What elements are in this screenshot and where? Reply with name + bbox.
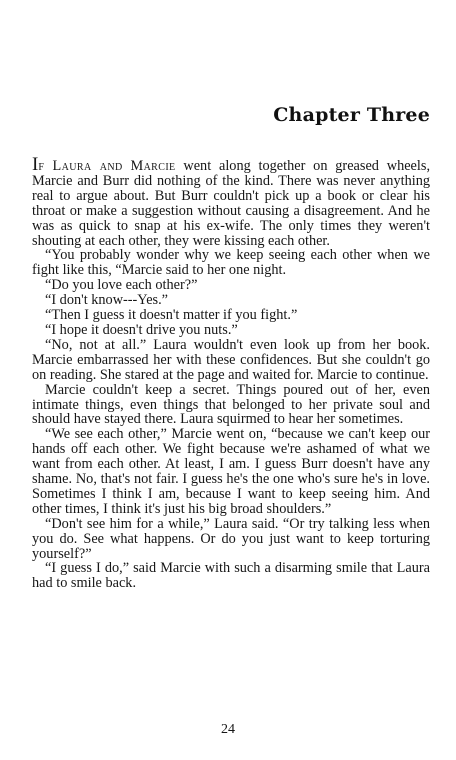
paragraph: Marcie couldn't keep a secret. Things poured out of her, even intimate things, even things that belonged to her private soul and should have stayed there. Laura squirmed to hear her sometimes. (32, 381, 430, 428)
paragraph: “We see each other,” Marcie went on, “because we can't keep our hands off each other. We fight because we're ashamed of what we want from each other. At least, I am. I guess Burr doesn't have any shame. No, that's not fair. I guess he's the one who's sure he's in love. Sometimes I think I am, because I want to keep seeing him. And other times, I think it's just his big broad shoulders.” (32, 426, 430, 517)
paragraph: “I hope it doesn't drive you nuts.” (45, 321, 238, 338)
paragraph: “No, not at all.” Laura wouldn't even look up from her book. Marcie embarrassed her with these confidences. But she couldn't go on reading. She stared at the page and waited for. Marcie to continue. (32, 336, 430, 383)
drop-cap: I (32, 154, 39, 175)
chapter-title: Chapter Three (273, 104, 430, 126)
paragraph: “Do you love each other?” (45, 277, 198, 294)
paragraph: “Don't see him for a while,” Laura said. “Or try talking less when you do. See what happens. Or do you just want to keep torturing yourself?” (32, 515, 430, 562)
paragraph: “I guess I do,” said Marcie with such a disarming smile that Laura had to smile back. (32, 560, 430, 592)
page-number: 24 (221, 722, 235, 737)
chapter-body (32, 154, 431, 592)
small-caps-lead-2: Marcie (130, 158, 176, 174)
opening-text: went along together on greased wheels, Marcie and Burr did nothing of the kind. There was never anything real to argue about. But Burr couldn't pick up a book or clear his throat or make a suggestion without causing a disagreement. And he was as quick to snap at his ex-wife. The only times they weren't shouting at each other, they were kissing each other. (32, 158, 431, 249)
paragraph: “You probably wonder why we keep seeing each other when we fight like this, “Marcie said to her one night. (32, 247, 430, 279)
small-caps-lead-1: f Laura and (38, 158, 123, 174)
opening-paragraph (32, 154, 431, 249)
paragraph: “Then I guess it doesn't matter if you fight.” (45, 307, 298, 324)
paragraph: “I don't know---Yes.” (45, 292, 169, 309)
